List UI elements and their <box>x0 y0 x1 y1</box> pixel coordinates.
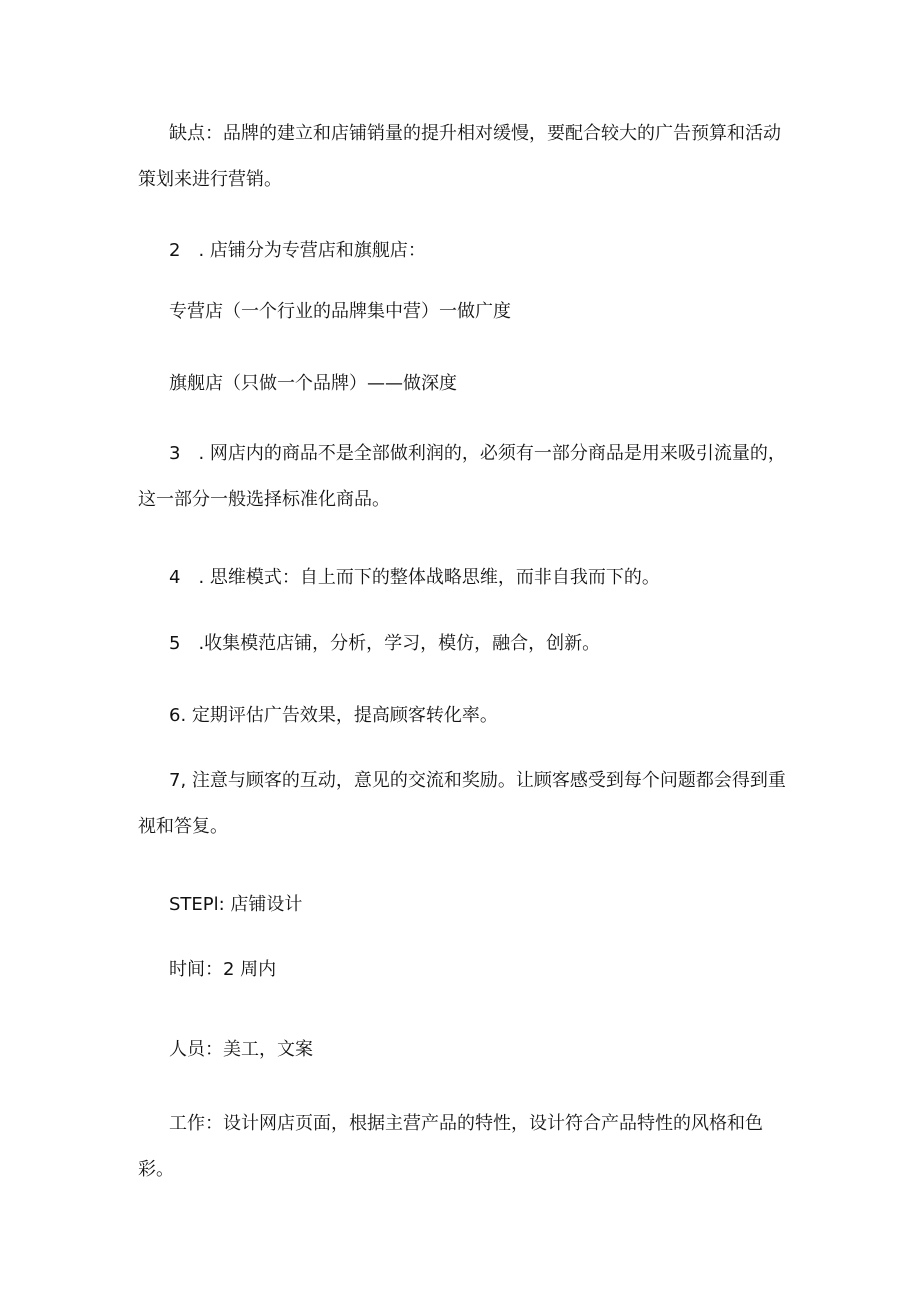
paragraph-store-types: 2 . 店铺分为专营店和旗舰店： <box>169 240 426 261</box>
paragraph-specialty-store: 专营店（一个行业的品牌集中营）一做广度 <box>169 301 511 322</box>
paragraph-ad-evaluation: 6. 定期评估广告效果，提高顾客转化率。 <box>169 705 498 726</box>
paragraph-flagship-store: 旗舰店（只做一个品牌）——做深度 <box>169 373 457 394</box>
paragraph-traffic-products: 3 . 网店内的商品不是全部做利润的，必须有一部分商品是用来吸引流量的，这一部分一般选择标准化商品。 <box>138 443 786 510</box>
paragraph-work: 工作：设计网店页面，根据主营产品的特性，设计符合产品特性的风格和色彩。 <box>138 1113 763 1180</box>
paragraph-time: 时间：2 周内 <box>169 959 277 980</box>
step-heading: STEPl: 店铺设计 <box>169 894 303 915</box>
paragraph-personnel: 人员：美工，文案 <box>169 1039 313 1060</box>
paragraph-thinking-mode: 4 . 思维模式：自上而下的整体战略思维，而非自我而下的。 <box>169 567 660 588</box>
paragraph-customer-interaction: 7, 注意与顾客的互动，意见的交流和奖励。让顾客感受到每个问题都会得到重视和答复。 <box>138 770 786 837</box>
paragraph-model-stores: 5 .收集模范店铺，分析，学习，模仿，融合，创新。 <box>169 633 601 654</box>
paragraph-disadvantages: 缺点：品牌的建立和店铺销量的提升相对缓慢，要配合较大的广告预算和活动策划来进行营销。 <box>138 123 781 190</box>
